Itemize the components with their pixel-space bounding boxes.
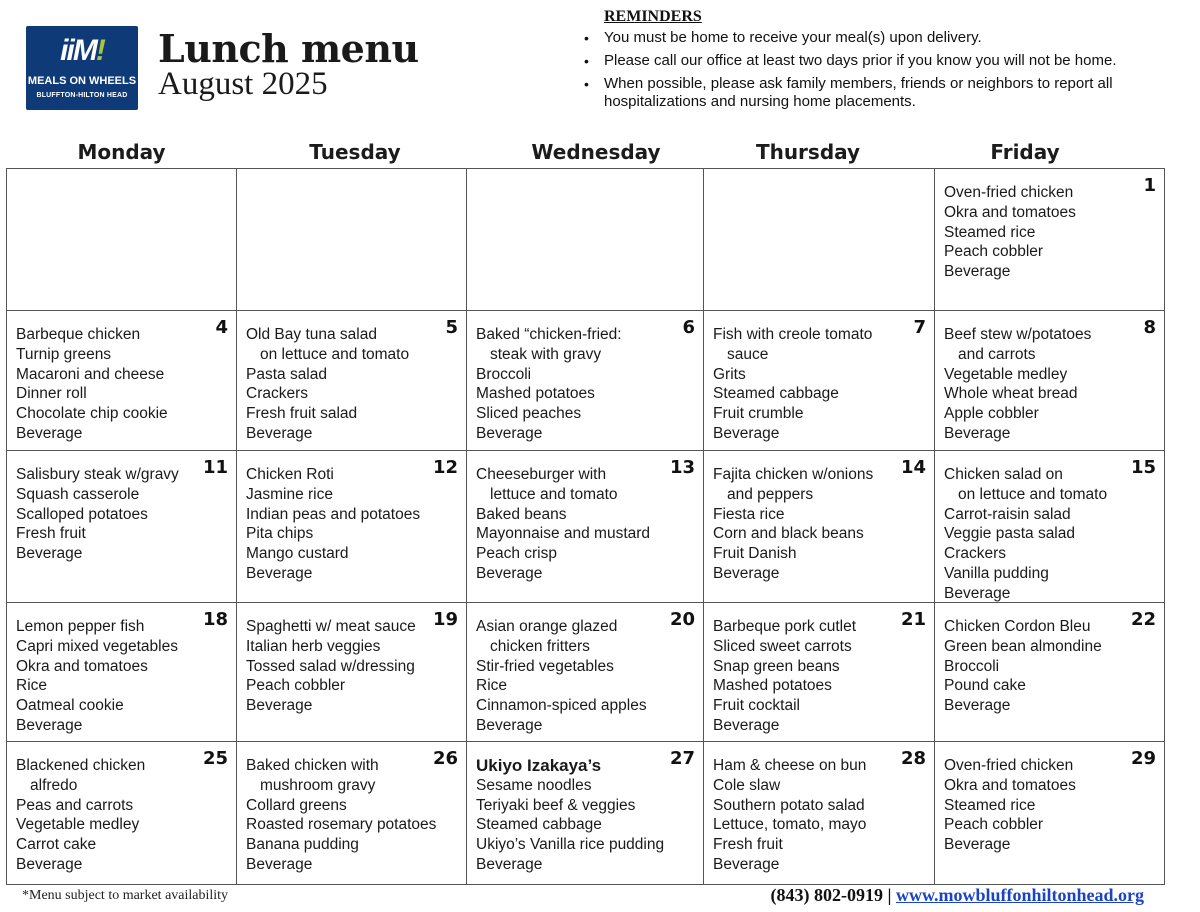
phone-number: (843) 802-0919 — [770, 885, 883, 905]
menu-item: Cole slaw — [713, 776, 781, 794]
menu-item: Jasmine rice — [246, 485, 333, 503]
day-header-thursday: Thursday — [755, 140, 861, 164]
logo-mark-icon: iiM! — [60, 34, 104, 67]
menu-items — [713, 756, 908, 875]
menu-item: Beef stew w/potatoes — [944, 326, 1092, 343]
day-cell — [6, 310, 237, 451]
reminders-list — [584, 29, 1184, 111]
menu-item: Oven-fried chicken — [944, 184, 1074, 201]
menu-item: Okra and tomatoes — [16, 657, 148, 675]
menu-item: Beverage — [713, 564, 780, 582]
menu-item: Barbeque chicken — [16, 326, 141, 343]
menu-item: Peach cobbler — [944, 816, 1044, 834]
day-cell — [703, 741, 935, 885]
menu-item: Peas and carrots — [16, 796, 134, 814]
logo-line1: MEALS ON WHEELS — [27, 75, 137, 87]
menu-item: Capri mixed vegetables — [16, 637, 178, 655]
menu-item: Oatmeal cookie — [16, 697, 124, 715]
day-cell — [6, 168, 237, 311]
day-cell — [6, 602, 237, 742]
menu-item: Banana pudding — [246, 836, 359, 854]
menu-item: Carrot-raisin salad — [944, 505, 1071, 523]
menu-item: Ukiyo’s Vanilla rice pudding — [476, 836, 665, 854]
menu-items — [944, 465, 1138, 604]
day-header-wednesday: Wednesday — [531, 140, 661, 164]
date-number: 15 — [1130, 457, 1156, 478]
day-header-tuesday: Tuesday — [309, 140, 401, 164]
website-link[interactable]: www.mowbluffonhiltonhead.org — [895, 885, 1144, 905]
menu-item: Rice — [16, 677, 48, 695]
day-cell — [934, 450, 1165, 603]
menu-item: Oven-fried chicken — [944, 757, 1074, 774]
menu-items — [246, 325, 440, 444]
menu-item: Squash casserole — [16, 485, 140, 503]
day-cell — [236, 450, 467, 603]
menu-item: Beverage — [944, 697, 1011, 715]
footer-contact — [771, 885, 1145, 906]
menu-items — [944, 183, 1138, 282]
menu-items — [476, 465, 677, 584]
menu-item: Lettuce, tomato, mayo — [713, 816, 867, 834]
date-number: 18 — [202, 609, 228, 630]
menu-items — [246, 617, 440, 716]
menu-item: Pasta salad — [246, 365, 327, 383]
menu-item: lettuce and tomato — [490, 485, 618, 503]
menu-item: Beverage — [16, 424, 83, 442]
menu-items — [246, 756, 440, 875]
day-header-monday: Monday — [77, 140, 166, 164]
menu-item: Beverage — [476, 855, 543, 873]
menu-item: Fresh fruit salad — [246, 405, 358, 423]
menu-item: Baked chicken with — [246, 757, 379, 774]
menu-item: Chicken Cordon Bleu — [944, 618, 1091, 635]
menu-item: Vegetable medley — [944, 365, 1068, 383]
menu-item: Crackers — [246, 385, 309, 403]
menu-item: Peach cobbler — [944, 243, 1044, 261]
date-number: 29 — [1130, 748, 1156, 769]
menu-item: on lettuce and tomato — [260, 345, 410, 363]
separator: | — [887, 885, 892, 905]
menu-item: Fruit cocktail — [713, 697, 800, 715]
menu-item: Spaghetti w/ meat sauce — [246, 618, 416, 635]
menu-item: Steamed cabbage — [476, 816, 602, 834]
day-cell — [236, 168, 467, 311]
menu-item: Old Bay tuna salad — [246, 326, 377, 343]
menu-item: Corn and black beans — [713, 525, 864, 543]
menu-item: Pita chips — [246, 525, 314, 543]
page-subtitle: August 2025 — [158, 66, 328, 102]
menu-item: Carrot cake — [16, 836, 97, 854]
reminder-item: • When possible, please ask family members, friends or neighbors to report all hospitalizations and nursing home placements. — [584, 75, 1174, 111]
menu-item: Snap green beans — [713, 657, 840, 675]
menu-item: Chicken salad on — [944, 466, 1063, 483]
day-cell — [236, 310, 467, 451]
date-number: 12 — [432, 457, 458, 478]
logo-line2: BLUFFTON-HILTON HEAD — [36, 92, 128, 99]
date-number: 14 — [900, 457, 926, 478]
menu-item: Teriyaki beef & veggies — [476, 796, 636, 814]
menu-item: Italian herb veggies — [246, 637, 381, 655]
menu-item: Whole wheat bread — [944, 385, 1078, 403]
menu-item: Pound cake — [944, 677, 1026, 695]
menu-item: Beverage — [16, 545, 83, 563]
calendar-grid — [6, 168, 1165, 885]
menu-item: Fresh fruit — [16, 525, 86, 543]
menu-item: Beverage — [476, 424, 543, 442]
menu-items — [476, 617, 677, 736]
day-cell — [6, 450, 237, 603]
reminder-item: • Please call our office at least two days prior if you know you will not be home. — [584, 52, 1184, 70]
menu-item: Vanilla pudding — [944, 564, 1049, 582]
menu-item: Broccoli — [944, 657, 1000, 675]
menu-item: Salisbury steak w/gravy — [16, 466, 179, 483]
day-cell — [466, 450, 704, 603]
menu-item: Macaroni and cheese — [16, 365, 165, 383]
menu-item: Veggie pasta salad — [944, 525, 1075, 543]
day-cell — [703, 450, 935, 603]
day-cell — [934, 741, 1165, 885]
menu-item: Blackened chicken — [16, 757, 146, 774]
menu-items — [246, 465, 440, 584]
menu-item: Beverage — [944, 836, 1011, 854]
menu-item: Mashed potatoes — [713, 677, 832, 695]
menu-item: Turnip greens — [16, 345, 112, 363]
menu-item: Fajita chicken w/onions — [713, 466, 874, 483]
menu-items — [16, 465, 210, 564]
menu-item: Beverage — [713, 855, 780, 873]
day-cell — [466, 168, 704, 311]
menu-item: Steamed cabbage — [713, 385, 839, 403]
menu-item: Indian peas and potatoes — [246, 505, 421, 523]
menu-item: Beverage — [16, 855, 83, 873]
menu-item: chicken fritters — [490, 637, 590, 655]
menu-item: Tossed salad w/dressing — [246, 657, 415, 675]
menu-item: Fresh fruit — [713, 836, 783, 854]
menu-item: Mango custard — [246, 545, 349, 563]
menu-item: Baked beans — [476, 505, 567, 523]
reminders-box — [584, 8, 1184, 111]
day-cell — [466, 602, 704, 742]
menu-item: Okra and tomatoes — [944, 203, 1076, 221]
day-cell — [703, 602, 935, 742]
menu-item: Green bean almondine — [944, 637, 1102, 655]
day-cell — [934, 168, 1165, 311]
menu-item: Beverage — [944, 584, 1011, 602]
menu-item: and peppers — [727, 485, 814, 503]
day-cell — [703, 310, 935, 451]
menu-item: Beverage — [246, 424, 313, 442]
day-cell — [6, 741, 237, 885]
menu-item: and carrots — [958, 345, 1036, 363]
menu-item: Steamed rice — [944, 223, 1036, 241]
menu-items — [713, 325, 908, 444]
date-number: 19 — [432, 609, 458, 630]
footer-note: *Menu subject to market availability — [22, 888, 229, 903]
date-number: 6 — [682, 317, 695, 338]
menu-item: Roasted rosemary potatoes — [246, 816, 437, 834]
date-number: 25 — [202, 748, 228, 769]
menu-item: Fruit crumble — [713, 405, 804, 423]
menu-item: Cinnamon-spiced apples — [476, 697, 647, 715]
menu-item: Asian orange glazed — [476, 618, 618, 635]
menu-items — [944, 325, 1138, 444]
menu-item: on lettuce and tomato — [958, 485, 1108, 503]
menu-item: Fiesta rice — [713, 505, 785, 523]
menu-item: Baked “chicken-fried: — [476, 326, 622, 343]
date-number: 22 — [1130, 609, 1156, 630]
menu-items — [16, 756, 210, 875]
day-cell — [466, 310, 704, 451]
day-cell — [466, 741, 704, 885]
menu-item: Beverage — [16, 716, 83, 734]
menu-item: Mayonnaise and mustard — [476, 525, 651, 543]
menu-item: sauce — [727, 345, 769, 363]
menu-item: Beverage — [246, 564, 313, 582]
date-number: 21 — [900, 609, 926, 630]
menu-item: Beverage — [944, 263, 1011, 281]
menu-item: Beverage — [476, 564, 543, 582]
date-number: 8 — [1143, 317, 1156, 338]
day-cell — [703, 168, 935, 311]
menu-items — [476, 325, 677, 444]
date-number: 7 — [913, 317, 926, 338]
menu-items — [16, 617, 210, 736]
menu-item: Sliced peaches — [476, 405, 582, 423]
reminder-item: • You must be home to receive your meal(s) upon delivery. — [584, 29, 1184, 47]
menu-item: Beverage — [246, 855, 313, 873]
date-number: 27 — [669, 748, 695, 769]
menu-item: Ukiyo Izakaya’s — [476, 756, 602, 775]
menu-items — [944, 617, 1138, 716]
day-cell — [236, 602, 467, 742]
menu-item: Chocolate chip cookie — [16, 405, 168, 423]
menu-items — [713, 465, 908, 584]
menu-item: alfredo — [30, 776, 78, 794]
menu-item: Crackers — [944, 545, 1007, 563]
date-number: 4 — [215, 317, 228, 338]
menu-item: Beverage — [246, 697, 313, 715]
menu-item: steak with gravy — [490, 345, 602, 363]
menu-item: Steamed rice — [944, 796, 1036, 814]
menu-item: Ham & cheese on bun — [713, 757, 867, 774]
day-cell — [934, 310, 1165, 451]
menu-item: Fruit Danish — [713, 545, 797, 563]
menu-item: Rice — [476, 677, 508, 695]
menu-item: Beverage — [944, 424, 1011, 442]
menu-item: Chicken Roti — [246, 466, 334, 483]
date-number: 13 — [669, 457, 695, 478]
day-cell — [934, 602, 1165, 742]
menu-item: Sliced sweet carrots — [713, 637, 852, 655]
reminders-heading: REMINDERS — [604, 8, 702, 25]
menu-items — [16, 325, 210, 444]
menu-item: Stir-fried vegetables — [476, 657, 614, 675]
menu-item: Barbeque pork cutlet — [713, 618, 857, 635]
day-header-friday: Friday — [990, 140, 1060, 164]
day-cell — [236, 741, 467, 885]
date-number: 1 — [1143, 175, 1156, 196]
menu-item: Collard greens — [246, 796, 347, 814]
menu-item: Dinner roll — [16, 385, 87, 403]
menu-item: Cheeseburger with — [476, 466, 607, 483]
menu-item: Lemon pepper fish — [16, 618, 145, 635]
date-number: 5 — [445, 317, 458, 338]
menu-item: Scalloped potatoes — [16, 505, 148, 523]
date-number: 20 — [669, 609, 695, 630]
menu-item: Grits — [713, 365, 746, 383]
menu-item: Peach cobbler — [246, 677, 346, 695]
menu-items — [713, 617, 908, 736]
page-title: Lunch menu — [158, 26, 419, 71]
menu-items — [944, 756, 1138, 855]
menu-item: mushroom gravy — [260, 776, 376, 794]
date-number: 11 — [202, 457, 228, 478]
menu-item: Southern potato salad — [713, 796, 865, 814]
menu-item: Fish with creole tomato — [713, 326, 873, 343]
menu-item: Beverage — [713, 424, 780, 442]
date-number: 28 — [900, 748, 926, 769]
menu-item: Sesame noodles — [476, 776, 592, 794]
menu-items — [476, 756, 677, 875]
menu-item: Vegetable medley — [16, 816, 140, 834]
meals-on-wheels-logo — [26, 26, 138, 110]
menu-item: Okra and tomatoes — [944, 776, 1076, 794]
menu-item: Beverage — [713, 716, 780, 734]
menu-item: Mashed potatoes — [476, 385, 595, 403]
menu-item: Apple cobbler — [944, 405, 1039, 423]
menu-item: Broccoli — [476, 365, 532, 383]
menu-item: Peach crisp — [476, 545, 557, 563]
date-number: 26 — [432, 748, 458, 769]
menu-item: Beverage — [476, 716, 543, 734]
